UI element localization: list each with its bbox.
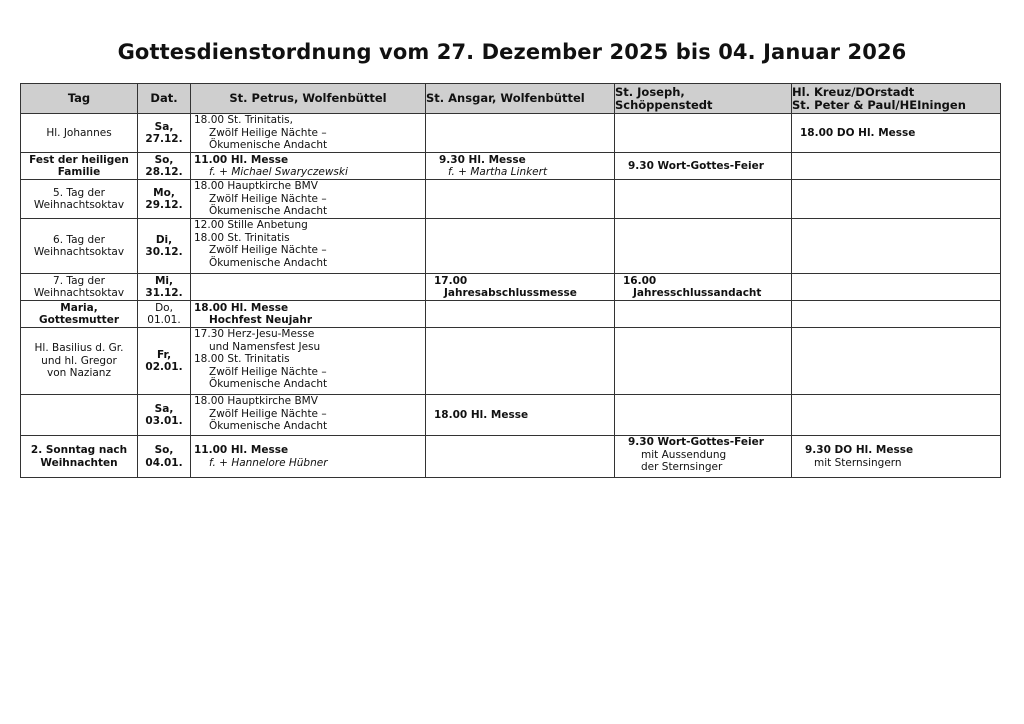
date-cell: Do, 01.01. <box>138 301 191 328</box>
header-st-joseph-line-2: Schöppenstedt <box>615 97 713 112</box>
st-ansgar-cell <box>426 436 615 478</box>
st-ansgar-cell: 9.30 Hl. Messe f. + Martha Linkert <box>426 153 615 180</box>
day-cell <box>21 395 138 436</box>
day-cell: Maria, Gottesmutter <box>21 301 138 328</box>
st-joseph-cell <box>615 219 792 274</box>
day-cell: Hl. Basilius d. Gr. und hl. Gregor von Nazianz <box>21 328 138 395</box>
date-cell: Sa, 27.12. <box>138 114 191 153</box>
day-cell: 2. Sonntag nach Weihnachten <box>21 436 138 478</box>
date-cell: Sa, 03.01. <box>138 395 191 436</box>
hl-kreuz-cell <box>792 219 1001 274</box>
st-ansgar-cell: 17.00 Jahresabschlussmesse <box>426 274 615 301</box>
header-st-joseph-line-1: St. Joseph, <box>615 84 685 99</box>
header-hl-kreuz-line-2: St. Peter & Paul/HEIningen <box>792 97 966 112</box>
header-row <box>21 84 1001 114</box>
st-ansgar-cell <box>426 114 615 153</box>
st-ansgar-cell <box>426 219 615 274</box>
page-title: Gottesdienstordnung vom 27. Dezember 2025 bis 04. Januar 2026 <box>117 40 907 64</box>
header-hl-kreuz <box>792 84 1001 114</box>
day-cell: 5. Tag der Weihnachtsoktav <box>21 180 138 219</box>
table-row <box>21 274 1001 301</box>
hl-kreuz-cell <box>792 301 1001 328</box>
date-cell: Mo, 29.12. <box>138 180 191 219</box>
st-petrus-cell: 11.00 Hl. Messe f. + Hannelore Hübner <box>191 436 426 478</box>
st-joseph-cell: 9.30 Wort-Gottes-Feier mit Aussendung der Sternsinger <box>615 436 792 478</box>
st-petrus-cell: 18.00 Hauptkirche BMV Zwölf Heilige Nächte – Ökumenische Andacht <box>191 180 426 219</box>
hl-kreuz-cell <box>792 274 1001 301</box>
st-ansgar-cell <box>426 180 615 219</box>
day-cell: Fest der heiligen Familie <box>21 153 138 180</box>
st-joseph-cell <box>615 180 792 219</box>
day-cell: 7. Tag der Weihnachtsoktav <box>21 274 138 301</box>
date-cell: Di, 30.12. <box>138 219 191 274</box>
hl-kreuz-cell: 18.00 DO Hl. Messe <box>792 114 1001 153</box>
st-ansgar-cell: 18.00 Hl. Messe <box>426 395 615 436</box>
date-cell: So, 28.12. <box>138 153 191 180</box>
st-joseph-cell <box>615 301 792 328</box>
day-cell: Hl. Johannes <box>21 114 138 153</box>
st-petrus-cell: 11.00 Hl. Messe f. + Michael Swaryczewski <box>191 153 426 180</box>
st-joseph-cell <box>615 395 792 436</box>
header-st-ansgar: St. Ansgar, Wolfenbüttel <box>426 84 615 114</box>
header-st-joseph <box>615 84 792 114</box>
date-cell: Fr, 02.01. <box>138 328 191 395</box>
table-row <box>21 180 1001 219</box>
table-row <box>21 219 1001 274</box>
st-ansgar-cell <box>426 301 615 328</box>
st-petrus-cell: 12.00 Stille Anbetung 18.00 St. Trinitatis Zwölf Heilige Nächte – Ökumenische Andacht <box>191 219 426 274</box>
st-petrus-cell: 17.30 Herz-Jesu-Messe und Namensfest Jesu 18.00 St. Trinitatis Zwölf Heilige Nächte – Ökumenische Andacht <box>191 328 426 395</box>
st-joseph-cell: 9.30 Wort-Gottes-Feier <box>615 153 792 180</box>
st-petrus-cell: 18.00 St. Trinitatis, Zwölf Heilige Nächte – Ökumenische Andacht <box>191 114 426 153</box>
table-row <box>21 395 1001 436</box>
table-row <box>21 436 1001 478</box>
service-schedule-table <box>20 83 1001 478</box>
hl-kreuz-cell <box>792 153 1001 180</box>
hl-kreuz-cell: 9.30 DO Hl. Messe mit Sternsingern <box>792 436 1001 478</box>
date-cell: Mi, 31.12. <box>138 274 191 301</box>
header-hl-kreuz-line-1: Hl. Kreuz/DOrstadt <box>792 84 915 99</box>
hl-kreuz-cell <box>792 395 1001 436</box>
day-cell: 6. Tag der Weihnachtsoktav <box>21 219 138 274</box>
table-row <box>21 114 1001 153</box>
st-petrus-cell: 18.00 Hl. Messe Hochfest Neujahr <box>191 301 426 328</box>
table-row <box>21 328 1001 395</box>
date-cell: So, 04.01. <box>138 436 191 478</box>
table-row <box>21 153 1001 180</box>
header-date: Dat. <box>138 84 191 114</box>
table-row <box>21 301 1001 328</box>
st-joseph-cell <box>615 328 792 395</box>
hl-kreuz-cell <box>792 328 1001 395</box>
st-joseph-cell: 16.00 Jahresschlussandacht <box>615 274 792 301</box>
hl-kreuz-cell <box>792 180 1001 219</box>
st-petrus-cell: 18.00 Hauptkirche BMV Zwölf Heilige Nächte – Ökumenische Andacht <box>191 395 426 436</box>
st-joseph-cell <box>615 114 792 153</box>
header-tag: Tag <box>21 84 138 114</box>
st-petrus-cell <box>191 274 426 301</box>
st-ansgar-cell <box>426 328 615 395</box>
header-st-petrus: St. Petrus, Wolfenbüttel <box>191 84 426 114</box>
